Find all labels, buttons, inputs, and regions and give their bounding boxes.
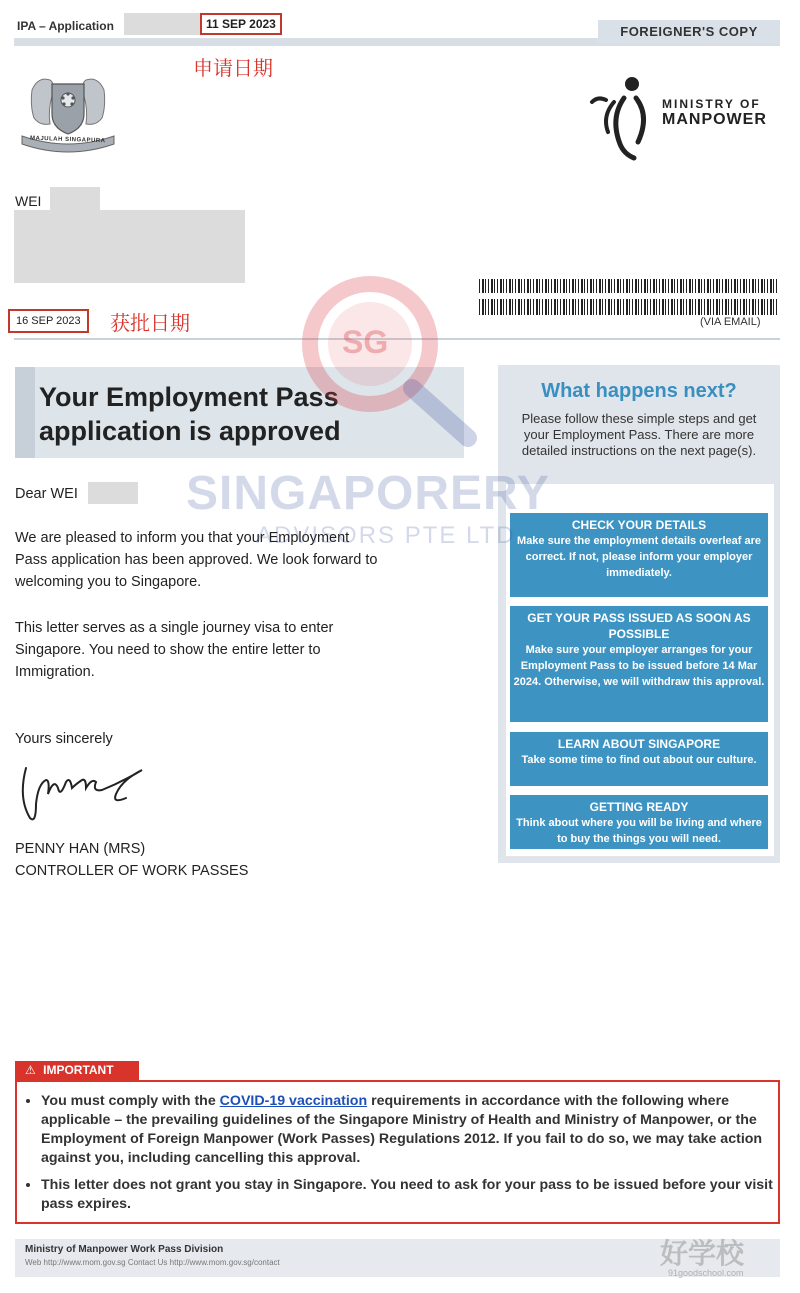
watermark-company-sub: ADVISORS PTE LTD xyxy=(256,522,516,549)
letter-title: Your Employment Pass application is approved xyxy=(39,382,341,446)
approval-date: 16 SEP 2023 xyxy=(8,309,89,333)
redacted-greeting-name xyxy=(88,482,138,504)
title-accent-bar xyxy=(15,367,35,458)
signatory-name: PENNY HAN (MRS) xyxy=(15,841,146,857)
important-notice-box xyxy=(15,1080,780,1224)
application-date-annotation: 申请日期 xyxy=(193,56,273,80)
ministry-name-line1: MINISTRY OF xyxy=(662,97,761,111)
barcode-separator xyxy=(479,293,777,299)
ministry-name-line2: MANPOWER xyxy=(662,111,767,128)
singapore-crest-logo xyxy=(16,70,120,156)
document-type: IPA – Application xyxy=(17,19,114,33)
important-label-text: IMPORTANT xyxy=(43,1063,114,1077)
watermark-badge: SG xyxy=(342,324,389,360)
watermark-magnifier-icon xyxy=(300,272,480,452)
corner-watermark-url: 91goodschool.com xyxy=(668,1268,744,1278)
visa-paragraph: This letter serves as a single journey visa to enter Singapore. You need to show the entire letter to Immigration. xyxy=(15,620,334,680)
mom-logo-icon xyxy=(588,72,660,162)
step-card-learn xyxy=(510,732,768,786)
approval-paragraph: We are pleased to inform you that your Employment Pass application has been approved. We look forward to welcoming you to Singapore. xyxy=(15,530,378,590)
recipient-name: WEI xyxy=(15,193,42,209)
signatory-title: CONTROLLER OF WORK PASSES xyxy=(15,863,249,879)
redacted-address xyxy=(14,210,245,283)
footer-contact: Web http://www.mom.gov.sg Contact Us http://www.mom.gov.sg/contact xyxy=(25,1258,280,1267)
footer-division: Ministry of Manpower Work Pass Division xyxy=(25,1244,224,1255)
ministry-name xyxy=(662,96,767,128)
step-card-body: Make sure the employment details overleaf are correct. If not, please inform your employer immediately. xyxy=(517,535,761,579)
crest-motto: MAJULAH SINGAPURA xyxy=(29,135,106,145)
important-list xyxy=(25,1092,781,1222)
copy-label: FOREIGNER'S COPY xyxy=(598,20,780,44)
important-item-text: requirements in accordance with the following where applicable – the prevailing guidelines of the Singapore Ministry of Health and Ministry of Manpower, or the Employment of Foreign Manpower (Work Passes) Regulations 2012. If you fail to do so, we may take action against you, including cancelling this approval. xyxy=(41,1093,763,1166)
important-item-covid xyxy=(41,1092,781,1168)
signature-icon xyxy=(18,760,168,822)
corner-watermark: 好学校 xyxy=(660,1238,745,1269)
step-card-title: LEARN ABOUT SINGAPORE xyxy=(557,737,721,751)
important-label xyxy=(15,1061,139,1080)
step-card-title: GET YOUR PASS ISSUED AS SOON AS POSSIBLE xyxy=(527,611,751,641)
step-card-body: Take some time to find out about our culture. xyxy=(521,754,757,766)
watermark-company: SINGAPORERY xyxy=(186,467,550,520)
next-steps-description: Please follow these simple steps and get your Employment Pass. There are more detailed instructions on the next page(s). xyxy=(521,411,757,458)
redacted-name xyxy=(50,187,100,211)
warning-icon: ⚠ xyxy=(25,1063,36,1077)
step-card-check-details xyxy=(510,513,768,597)
delivery-method: (VIA EMAIL) xyxy=(700,316,761,328)
important-item-visit-pass: • This letter does not grant you stay in Singapore. You need to ask for your pass to be issued before your visit pass expires. xyxy=(41,1176,781,1214)
greeting: Dear WEI xyxy=(15,486,78,502)
approval-date-annotation: 获批日期 xyxy=(110,311,190,335)
step-card-getting-ready xyxy=(510,795,768,849)
step-card-title: GETTING READY xyxy=(589,800,689,814)
closing: Yours sincerely xyxy=(15,731,113,747)
step-card-body: Think about where you will be living and where to buy the things you will need. xyxy=(516,817,762,845)
next-steps-title: What happens next? xyxy=(541,380,737,402)
important-item-text: You must comply with the xyxy=(41,1093,220,1109)
covid-vaccination-link[interactable]: COVID-19 vaccination xyxy=(219,1093,368,1109)
step-card-body: Make sure your employer arranges for your Employment Pass to be issued before 14 Mar 2024. Otherwise, we will withdraw this approval. xyxy=(513,644,765,688)
step-card-get-pass xyxy=(510,606,768,722)
application-date: 11 SEP 2023 xyxy=(200,13,282,35)
step-card-title: CHECK YOUR DETAILS xyxy=(571,518,707,532)
redacted-application-number xyxy=(124,13,200,35)
